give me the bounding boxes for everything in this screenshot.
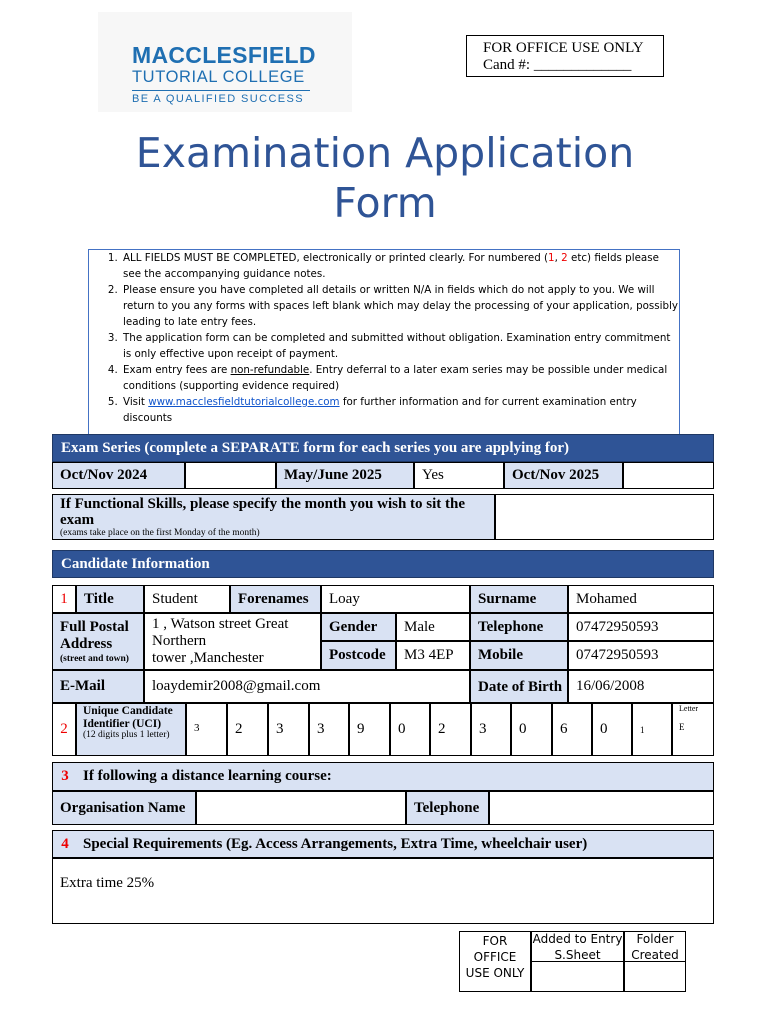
uci-digit-8[interactable]: 3 — [471, 703, 511, 756]
uci-digit-3[interactable]: 3 — [268, 703, 309, 756]
title-label: Title — [76, 585, 144, 613]
logo-line2: TUTORIAL COLLEGE — [132, 68, 305, 86]
logo-rule — [132, 90, 310, 91]
organisation-name-label: Organisation Name — [52, 791, 196, 825]
dob-label: Date of Birth — [470, 670, 568, 703]
organisation-name-field[interactable] — [196, 791, 406, 825]
exam-series-label-3: Oct/Nov 2025 — [504, 462, 623, 489]
telephone-field[interactable]: 07472950593 — [568, 613, 714, 641]
office-use-label: FOR OFFICE USE ONLY — [483, 40, 644, 56]
uci-digit-7[interactable]: 2 — [430, 703, 471, 756]
instruction-4: 4. Exam entry fees are non-refundable. Entry deferral to a later exam series may be possible under medical conditions (supporting evidence required) — [121, 362, 679, 394]
distance-telephone-label: Telephone — [406, 791, 489, 825]
exam-series-value-1[interactable] — [185, 462, 276, 489]
uci-letter: E — [679, 722, 685, 732]
uci-label: Unique Candidate Identifier (UCI) (12 digits plus 1 letter) — [76, 703, 186, 756]
special-requirements-header: 4 Special Requirements (Eg. Access Arrangements, Extra Time, wheelchair user) — [52, 830, 714, 858]
uci-digit-11[interactable]: 0 — [592, 703, 632, 756]
folder-created-label: Folder Created — [624, 931, 686, 962]
added-to-entry-sheet-label: Added to Entry S.Sheet — [532, 931, 623, 962]
forenames-label: Forenames — [230, 585, 321, 613]
uci-digit-4[interactable]: 3 — [309, 703, 349, 756]
page-title — [80, 128, 690, 228]
exam-series-value-2[interactable]: Yes — [414, 462, 504, 489]
uci-digit-9[interactable]: 0 — [511, 703, 552, 756]
logo-line1: MACCLESFIELD — [132, 42, 316, 68]
uci-digit-1[interactable]: 3 — [186, 703, 227, 756]
uci-digit-10[interactable]: 6 — [552, 703, 592, 756]
functional-skills-note: (exams take place on the first Monday of the month) — [60, 528, 260, 538]
exam-series-value-3[interactable] — [623, 462, 714, 489]
functional-skills-month-input[interactable] — [495, 494, 714, 540]
office-use-box — [466, 35, 664, 77]
address-sublabel: (street and town) — [60, 654, 129, 664]
exam-series-label-2: May/June 2025 — [276, 462, 414, 489]
logo-tagline: BE A QUALIFIED SUCCESS — [132, 93, 305, 105]
candidate-info-header: Candidate Information — [52, 550, 714, 578]
website-link[interactable]: www.macclesfieldtutorialcollege.com — [148, 396, 340, 408]
gender-field[interactable]: Male — [396, 613, 470, 641]
field-number-1: 1 — [52, 585, 76, 613]
dob-field[interactable]: 16/06/2008 — [568, 670, 714, 703]
field-number-4: 4 — [61, 835, 69, 852]
mobile-field[interactable]: 07472950593 — [568, 641, 714, 670]
address-field[interactable]: 1 , Watson street Great Northern tower ,Manchester — [144, 613, 321, 670]
instruction-3: 3. The application form can be completed and submitted without obligation. Examination entry commitment is only effective upon receipt of payment. — [121, 330, 679, 362]
uci-digit-2[interactable]: 2 — [227, 703, 268, 756]
telephone-label: Telephone — [470, 613, 568, 641]
postcode-field[interactable]: M3 4EP — [396, 641, 470, 670]
mobile-label: Mobile — [470, 641, 568, 670]
office-use-only-label: FOR OFFICE USE ONLY — [459, 931, 531, 992]
surname-label: Surname — [470, 585, 568, 613]
added-to-entry-sheet-field[interactable] — [531, 961, 624, 992]
college-logo — [98, 12, 352, 112]
gender-label: Gender — [321, 613, 396, 641]
forenames-field[interactable]: Loay — [321, 585, 470, 613]
folder-created-field[interactable] — [624, 961, 686, 992]
title-line1: Examination Application — [135, 129, 635, 177]
address-label: Full Postal Address (street and town) — [52, 613, 144, 670]
title-field[interactable]: Student — [144, 585, 230, 613]
functional-skills-label: If Functional Skills, please specify the month you wish to sit the exam (exams take place on the first Monday of the month) — [52, 494, 495, 540]
instruction-5: 5. Visit www.macclesfieldtutorialcollege.com for further information and for current examination entry discounts — [121, 394, 679, 426]
title-line2: Form — [333, 179, 437, 227]
instructions-box — [88, 249, 680, 435]
special-requirements-field[interactable]: Extra time 25% — [52, 858, 714, 924]
exam-series-label-1: Oct/Nov 2024 — [52, 462, 185, 489]
uci-digit-12[interactable]: 1 — [632, 703, 672, 756]
uci-letter-cell[interactable] — [672, 703, 714, 756]
surname-field[interactable]: Mohamed — [568, 585, 714, 613]
uci-letter-label: Letter — [679, 704, 699, 713]
instruction-2: 2. Please ensure you have completed all details or written N/A in fields which do not apply to you. We will return to you any forms with spaces left blank which may delay the processing of your application, possibly leading to late entry fees. — [121, 282, 679, 330]
field-number-3: 3 — [61, 768, 69, 784]
postcode-label: Postcode — [321, 641, 396, 670]
email-field[interactable]: loaydemir2008@gmail.com — [144, 670, 470, 703]
field-number-2: 2 — [52, 703, 76, 756]
uci-sublabel: (12 digits plus 1 letter) — [83, 730, 170, 740]
email-label: E-Mail — [52, 670, 144, 703]
uci-digit-6[interactable]: 0 — [390, 703, 430, 756]
instructions-list — [89, 250, 679, 426]
distance-learning-header: 3 If following a distance learning course: — [52, 762, 714, 791]
distance-telephone-field[interactable] — [489, 791, 714, 825]
uci-digit-5[interactable]: 9 — [349, 703, 390, 756]
candidate-number-field: Cand #: _____________ — [483, 57, 632, 73]
instruction-1: 1. ALL FIELDS MUST BE COMPLETED, electronically or printed clearly. For numbered (1, 2 etc) fields please see the accompanying guidance notes. — [121, 250, 679, 282]
exam-series-header: Exam Series (complete a SEPARATE form for each series you are applying for) — [52, 434, 714, 462]
